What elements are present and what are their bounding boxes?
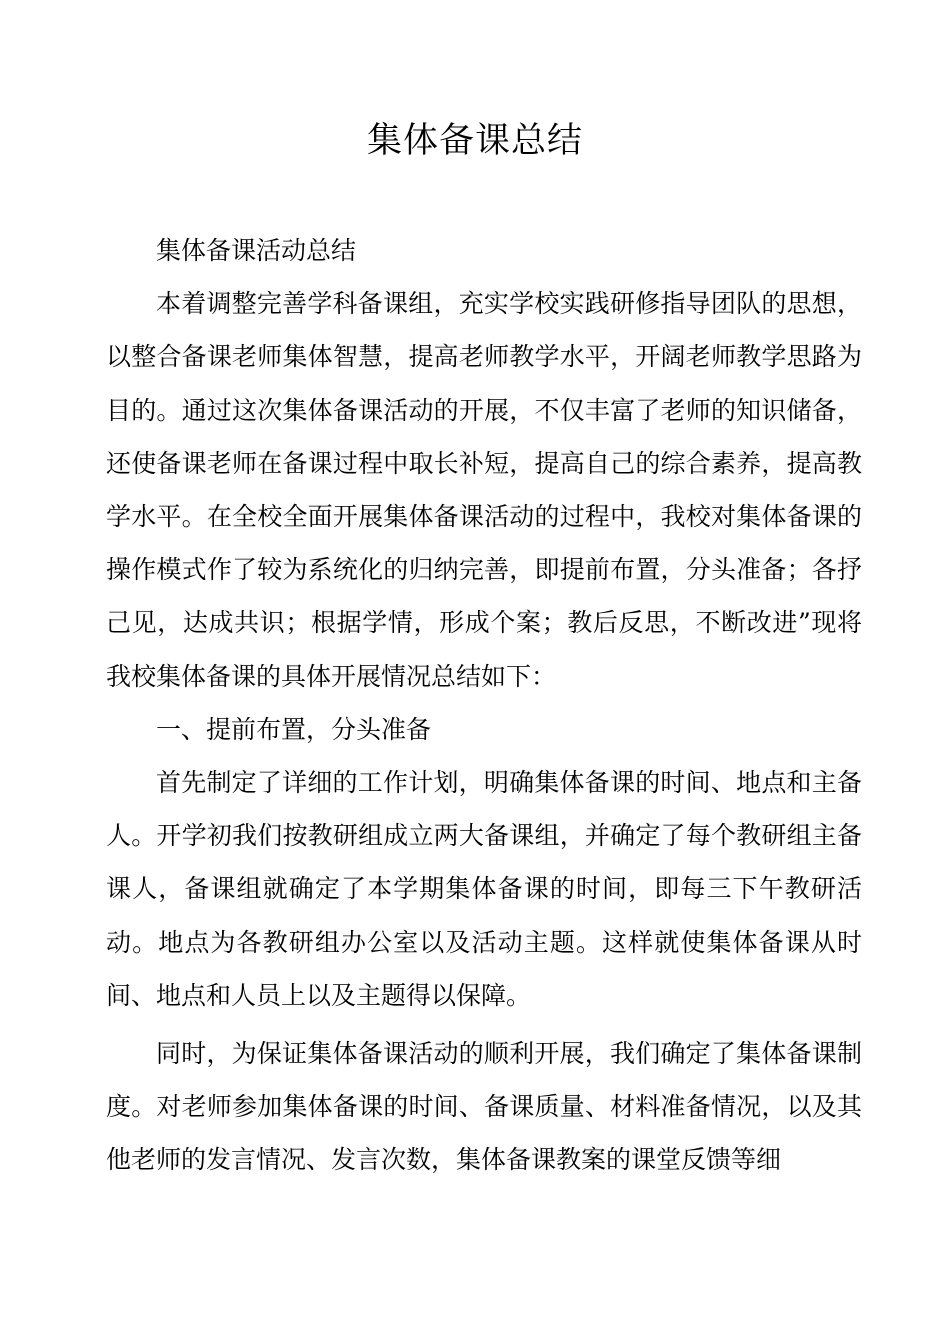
paragraph-plan: 首先制定了详细的工作计划，明确集体备课的时间、地点和主备人。开学初我们按教研组成立两大备课组，并确定了每个教研组主备课人，备课组就确定了本学期集体备课的时间，即每三下午教研活动。地点为各教研组办公室以及活动主题。这样就使集体备课从时间、地点和人员上以及主题得以保障。 bbox=[106, 768, 862, 1010]
section-heading-1: 一、提前布置，分头准备 bbox=[156, 714, 432, 744]
document-title: 集体备课总结 bbox=[366, 121, 583, 161]
paragraph-system: 同时，为保证集体备课活动的顺利开展，我们确定了集体备课制度。对老师参加集体备课的时间、备课质量、材料准备情况，以及其他老师的发言情况、发言次数，集体备课教案的课堂反馈等细 bbox=[106, 1039, 862, 1175]
document-body bbox=[106, 224, 862, 1187]
section-heading: 集体备课活动总结 bbox=[156, 236, 357, 265]
paragraph-intro: 本着调整完善学科备课组，充实学校实践研修指导团队的思想，以整合备课老师集体智慧，提高老师教学水平，开阔老师教学思路为目的。通过这次集体备课活动的开展，不仅丰富了老师的知识储备，还使备课老师在备课过程中取长补短，提高自己的综合素养，提高教学水平。在全校全面开展集体备课活动的过程中，我校对集体备课的操作模式作了较为系统化的归纳完善，即提前布置，分头准备；各抒己见，达成共识；根据学情，形成个案；教后反思，不断改进”现将我校集体备课的具体开展情况总结如下： bbox=[106, 289, 862, 691]
